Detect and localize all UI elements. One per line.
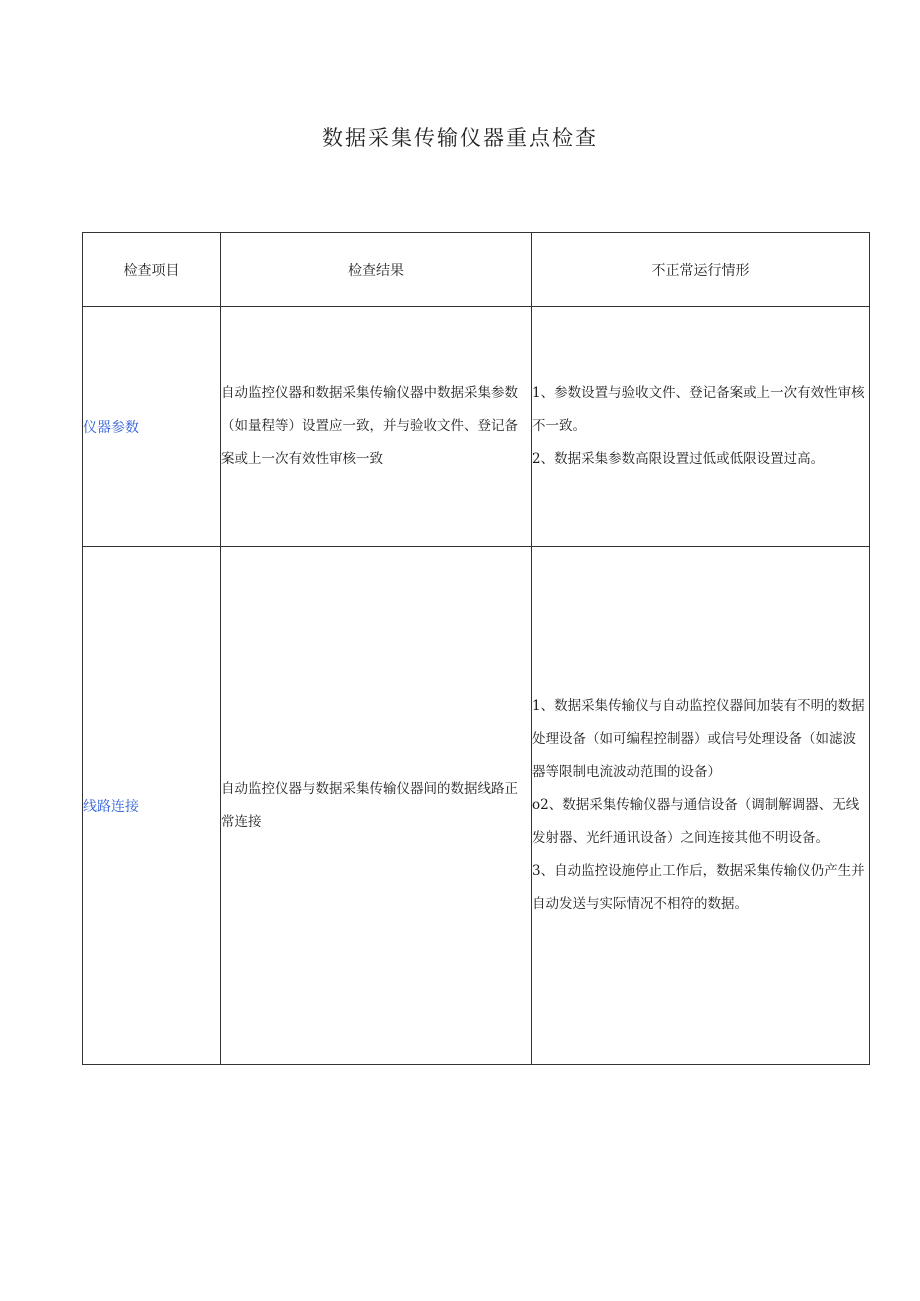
abnormal-item: 2、数据采集参数高限设置过低或低限设置过高。 <box>532 451 825 467</box>
row-result-text: 自动监控仪器与数据采集传输仪器间的数据线路正常连接 <box>221 547 532 1065</box>
abnormal-item: 1、数据采集传输仪与自动监控仪器间加装有不明的数据处理设备（如可编程控制器）或信号处理设备（如滤波器等限制电流波动范围的设备） <box>532 698 865 780</box>
row-abnormal-list <box>532 307 870 547</box>
page-title: 数据采集传输仪器重点检查 <box>322 126 598 150</box>
row-abnormal-list <box>532 547 870 1065</box>
header-check-item: 检查项目 <box>83 233 221 307</box>
inspection-table <box>82 232 870 1065</box>
abnormal-item: 1、参数设置与验收文件、登记备案或上一次有效性审核不一致。 <box>532 385 865 434</box>
table-header-row <box>83 233 870 307</box>
abnormal-item: 3、自动监控设施停止工作后，数据采集传输仪仍产生并自动发送与实际情况不相符的数据。 <box>532 863 865 912</box>
row-item-label: 线路连接 <box>83 547 221 1065</box>
table-row <box>83 307 870 547</box>
table-row <box>83 547 870 1065</box>
header-check-result: 检查结果 <box>221 233 532 307</box>
row-result-text: 自动监控仪器和数据采集传输仪器中数据采集参数（如量程等）设置应一致，并与验收文件、登记备案或上一次有效性审核一致 <box>221 307 532 547</box>
row-item-label: 仪器参数 <box>83 307 221 547</box>
header-abnormal-situation: 不正常运行情形 <box>532 233 870 307</box>
abnormal-item: o2、数据采集传输仪器与通信设备（调制解调器、无线发射器、光纤通讯设备）之间连接其他不明设备。 <box>532 797 860 846</box>
